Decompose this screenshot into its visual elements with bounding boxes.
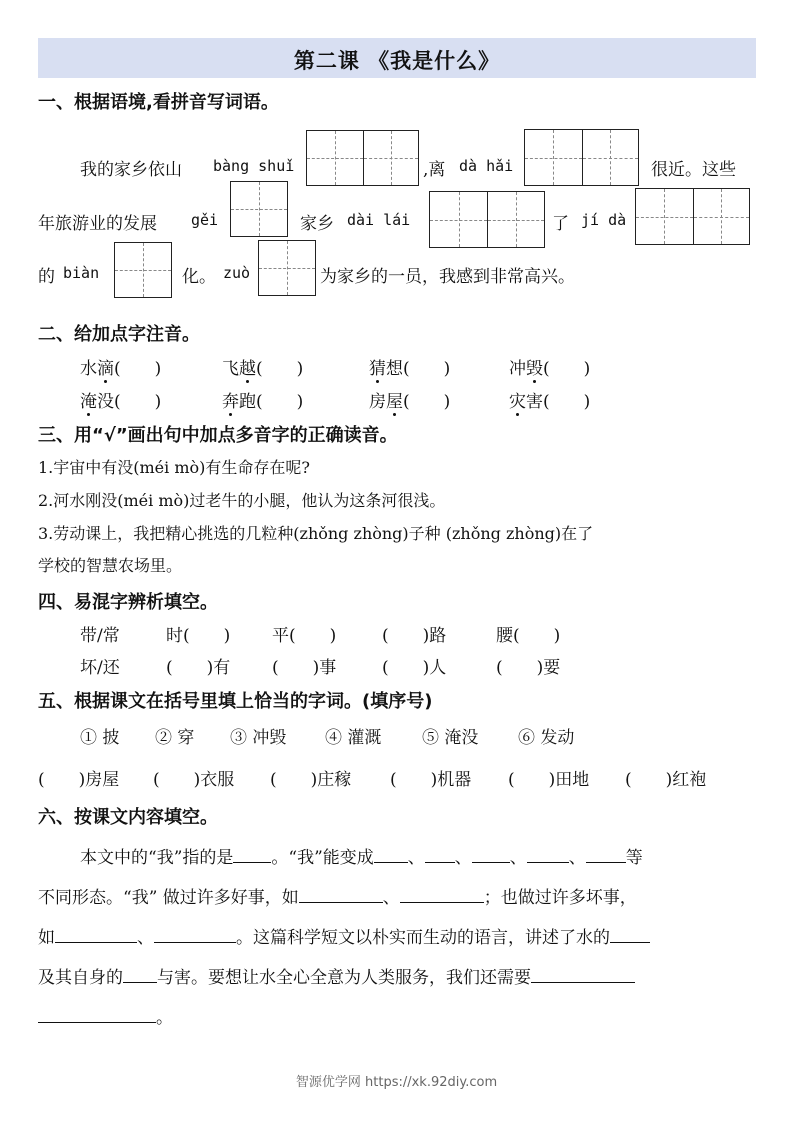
q5-fill: ( )红袍 <box>625 770 707 790</box>
grid-cell[interactable] <box>487 192 544 247</box>
q5-fill: ( )田地 <box>508 770 590 790</box>
q6-blank[interactable] <box>472 846 510 863</box>
section-2-heading: 二、给加点字注音。 <box>38 324 200 345</box>
q1-answer-grid-3[interactable] <box>230 181 288 237</box>
q5-fill: ( )庄稼 <box>270 770 352 790</box>
q6-blank[interactable] <box>154 926 236 943</box>
q6-line-2: 不同形态。“我” 做过许多好事，如 、 ；也做过许多坏事， <box>38 888 637 908</box>
q5-option: ⑤ 淹没 <box>422 728 479 748</box>
page-title: 第二课 《我是什么》 <box>293 49 501 73</box>
q6-blank[interactable] <box>233 846 271 863</box>
q4-cell: 腰( ) <box>496 626 561 646</box>
q6-blank[interactable] <box>38 1006 156 1023</box>
section-3-heading: 三、用“√”画出句中加点多音字的正确读音。 <box>38 425 398 446</box>
grid-cell[interactable] <box>693 189 750 244</box>
q1-pinyin-2: dà hǎi <box>459 157 514 175</box>
q6-blank[interactable] <box>586 846 626 863</box>
q3-line-1: 1.宇宙中有没(méi mò)有生命存在呢? <box>38 458 310 477</box>
q5-option: ② 穿 <box>155 728 195 748</box>
grid-cell[interactable] <box>525 130 582 185</box>
q1-text-d: 年旅游业的发展 <box>38 214 157 234</box>
q1-answer-grid-7[interactable] <box>258 240 316 296</box>
q6-blank[interactable] <box>374 846 408 863</box>
q2-item: 奔跑( ) <box>222 387 303 412</box>
q5-option: ⑥ 发动 <box>518 728 575 748</box>
q4-cell: ( )路 <box>382 626 447 646</box>
q5-option: ③ 冲毁 <box>230 728 287 748</box>
q5-option: ④ 灌溉 <box>325 728 382 748</box>
section-6-heading: 六、按课文内容填空。 <box>38 807 218 828</box>
q6-blank[interactable] <box>299 886 383 903</box>
q1-answer-grid-4[interactable] <box>429 191 545 248</box>
grid-cell[interactable] <box>115 243 171 297</box>
q3-line-4: 学校的智慧农场里。 <box>38 556 183 575</box>
q1-answer-grid-5[interactable] <box>635 188 750 245</box>
q6-blank[interactable] <box>123 966 157 983</box>
q4-cell: ( )有 <box>166 658 231 678</box>
q4-cell: 时( ) <box>166 626 231 646</box>
q4-cell: ( )人 <box>382 658 447 678</box>
grid-cell[interactable] <box>307 131 363 185</box>
q1-text-h: 化。 <box>182 267 216 287</box>
grid-cell[interactable] <box>430 192 487 247</box>
q1-text-b: ,离 <box>423 160 446 180</box>
grid-cell[interactable] <box>636 189 693 244</box>
q1-pinyin-5: jí dà <box>581 211 627 229</box>
title-banner <box>38 38 756 78</box>
q1-text-e: 家乡 <box>300 214 334 234</box>
q6-blank[interactable] <box>610 926 650 943</box>
q1-answer-grid-6[interactable] <box>114 242 172 298</box>
q3-line-3: 3.劳动课上，我把精心挑选的几粒种(zhǒng zhòng)子种 (zhǒng zhòng)在了 <box>38 524 594 543</box>
q2-item: 房屋( ) <box>369 387 450 412</box>
q2-item: 冲毁( ) <box>509 354 590 379</box>
q4-cell: ( )要 <box>496 658 561 678</box>
q3-line-2: 2.河水刚没(méi mò)过老牛的小腿，他认为这条河很浅。 <box>38 491 446 510</box>
q6-blank[interactable] <box>55 926 137 943</box>
q6-blank[interactable] <box>531 966 635 983</box>
q6-line-3: 如 、 。这篇科学短文以朴实而生动的语言，讲述了水的 <box>38 923 650 948</box>
q5-fill: ( )机器 <box>390 770 472 790</box>
q4-cell: 带/常 <box>80 626 120 646</box>
q1-pinyin-6: biàn <box>63 264 100 282</box>
q4-cell: 平( ) <box>272 626 337 646</box>
q5-fill: ( )房屋 <box>38 770 120 790</box>
q6-line-5: 。 <box>38 1003 173 1028</box>
q6-line-4: 及其自身的 与害。要想让水全心全意为人类服务，我们还需要 <box>38 963 635 988</box>
q1-text-i: 为家乡的一员，我感到非常高兴。 <box>320 267 575 287</box>
q1-pinyin-3: gěi <box>191 211 219 229</box>
grid-cell[interactable] <box>259 241 315 295</box>
q4-cell: 坏/还 <box>80 658 120 678</box>
q6-blank[interactable] <box>425 846 455 863</box>
q1-text-f: 了 <box>552 214 569 234</box>
q1-answer-grid-1[interactable] <box>306 130 419 186</box>
q6-line-1: 本文中的“我”指的是 。“我”能变成 、 、 、 、 等 <box>80 848 643 868</box>
q6-blank[interactable] <box>527 846 569 863</box>
q2-item: 水滴( ) <box>80 354 161 379</box>
q2-item: 淹没( ) <box>80 387 161 412</box>
q1-answer-grid-2[interactable] <box>524 129 639 186</box>
q5-fill: ( )衣服 <box>153 770 235 790</box>
q2-item: 猜想( ) <box>369 354 450 379</box>
q2-item: 灾害( ) <box>509 387 590 412</box>
section-4-heading: 四、易混字辨析填空。 <box>38 592 218 613</box>
q1-pinyin-4: dài lái <box>347 211 411 229</box>
grid-cell[interactable] <box>231 182 287 236</box>
q1-pinyin-1: bàng shuǐ <box>213 157 295 175</box>
section-1-heading: 一、根据语境,看拼音写词语。 <box>38 92 279 113</box>
footer-watermark: 智源优学网 https://xk.92diy.com <box>295 1075 498 1090</box>
q5-option: ① 披 <box>80 728 120 748</box>
q1-text-a: 我的家乡依山 <box>80 160 182 180</box>
q1-text-g: 的 <box>38 267 55 287</box>
q4-cell: ( )事 <box>272 658 337 678</box>
grid-cell[interactable] <box>363 131 419 185</box>
section-5-heading: 五、根据课文在括号里填上恰当的字词。(填序号) <box>38 691 433 712</box>
grid-cell[interactable] <box>582 130 639 185</box>
q2-item: 飞越( ) <box>222 354 303 379</box>
q6-blank[interactable] <box>400 886 484 903</box>
q1-text-c: 很近。这些 <box>651 160 736 180</box>
q1-pinyin-7: zuò <box>223 264 251 282</box>
